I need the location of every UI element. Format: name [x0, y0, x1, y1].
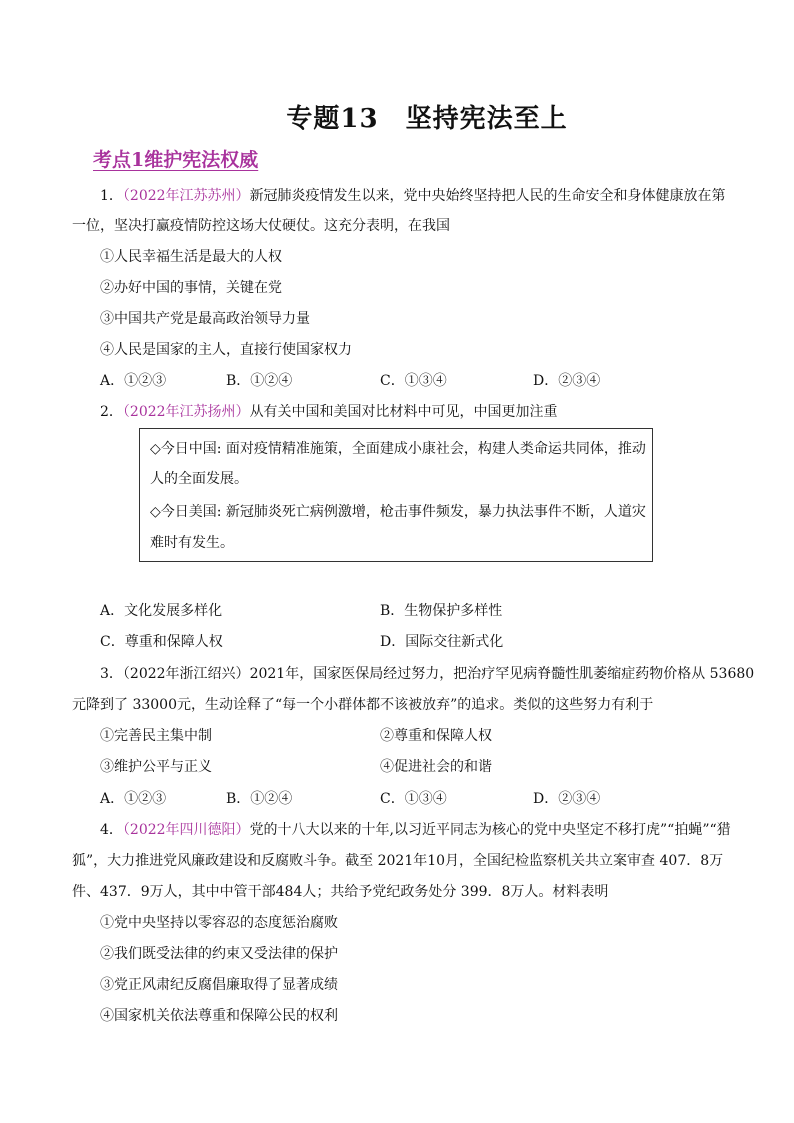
material-line: ◇今日中国: 面对疫情精准施策，全面建成小康社会，构建人类命运共同体，推动	[150, 441, 646, 457]
q3-option-c: C．①③④	[380, 791, 447, 807]
q3-item: ③维护公平与正义	[100, 759, 212, 775]
q4-stem-cont: 件、437．9万人，其中中管干部484人；共给予党纪政务处分 399．8万人。材料表明	[72, 884, 609, 900]
q1-stem	[100, 187, 726, 205]
q4-item: ②我们既受法律的约束又受法律的保护	[100, 946, 338, 962]
q3-item: ④促进社会的和谐	[380, 759, 492, 775]
q2-source: （2022年江苏扬州）	[122, 404, 250, 420]
q1-item: ②办好中国的事情，关键在党	[100, 280, 282, 296]
section-heading: 考点1维护宪法权威	[93, 149, 259, 171]
q1-option-d: D．②③④	[533, 373, 601, 389]
q1-stem-cont: 一位，坚决打赢疫情防控这场大仗硬仗。这充分表明，在我国	[72, 218, 450, 234]
material-line: ◇今日美国: 新冠肺炎死亡病例激增，枪击事件频发，暴力执法事件不断，人道灾	[150, 504, 646, 520]
q3-number: 3．	[100, 666, 123, 682]
q3-item: ①完善民主集中制	[100, 728, 212, 744]
q2-option-b: B．生物保护多样性	[380, 603, 503, 619]
q1-source: （2022年江苏苏州）	[122, 188, 250, 204]
q1-item: ①人民幸福生活是最大的人权	[100, 249, 282, 265]
q4-number: 4．	[100, 822, 123, 838]
q4-stem	[100, 821, 731, 839]
q3-source: （2022年浙江绍兴）	[122, 666, 250, 682]
q1-item: ④人民是国家的主人，直接行使国家权力	[100, 342, 352, 358]
q2-stem	[100, 403, 558, 421]
material-line: 难时有发生。	[150, 535, 234, 551]
q4-item: ④国家机关依法尊重和保障公民的权利	[100, 1008, 338, 1024]
q4-item: ③党正风肃纪反腐倡廉取得了显著成绩	[100, 977, 338, 993]
q1-option-b: B．①②④	[226, 373, 293, 389]
q2-number: 2．	[100, 404, 123, 420]
q3-option-d: D．②③④	[533, 791, 601, 807]
q3-option-a: A．①②③	[100, 791, 167, 807]
q3-stem-cont: 元降到了 33000元，生动诠释了“每一个小群体都不该被放弃”的追求。类似的这些努力有利于	[72, 697, 654, 713]
q1-number: 1．	[100, 188, 123, 204]
q3-option-b: B．①②④	[226, 791, 293, 807]
q1-stem-text: 新冠肺炎疫情发生以来，党中央始终坚持把人民的生命安全和身体健康放在第	[249, 188, 726, 204]
q2-stem-text: 从有关中国和美国对比材料中可见，中国更加注重	[249, 404, 558, 420]
q2-option-c: C．尊重和保障人权	[100, 634, 223, 650]
q1-item: ③中国共产党是最高政治领导力量	[100, 311, 310, 327]
q3-stem-text: 2021年，国家医保局经过努力，把治疗罕见病脊髓性肌萎缩症药物价格从 53680	[249, 666, 755, 682]
material-line: 人的全面发展。	[150, 471, 248, 487]
q3-stem	[100, 665, 754, 683]
q4-item: ①党中央坚持以零容忍的态度惩治腐败	[100, 915, 338, 931]
q4-stem-text: 党的十八大以来的十年,以习近平同志为核心的党中央坚定不移打虎”“拍蝇”“猎	[249, 822, 731, 838]
q4-stem-cont: 狐”，大力推进党风廉政建设和反腐败斗争。截至 2021年10月，全国纪检监察机关共立案审查 407．8万	[72, 853, 724, 869]
material-box	[139, 428, 653, 562]
q2-option-a: A．文化发展多样化	[100, 603, 223, 619]
q2-option-d: D．国际交往新式化	[380, 634, 504, 650]
q1-option-c: C．①③④	[380, 373, 447, 389]
q1-option-a: A．①②③	[100, 373, 167, 389]
q4-source: （2022年四川德阳）	[122, 822, 250, 838]
page-title: 专题13 坚持宪法至上	[286, 104, 568, 134]
q3-item: ②尊重和保障人权	[380, 728, 492, 744]
